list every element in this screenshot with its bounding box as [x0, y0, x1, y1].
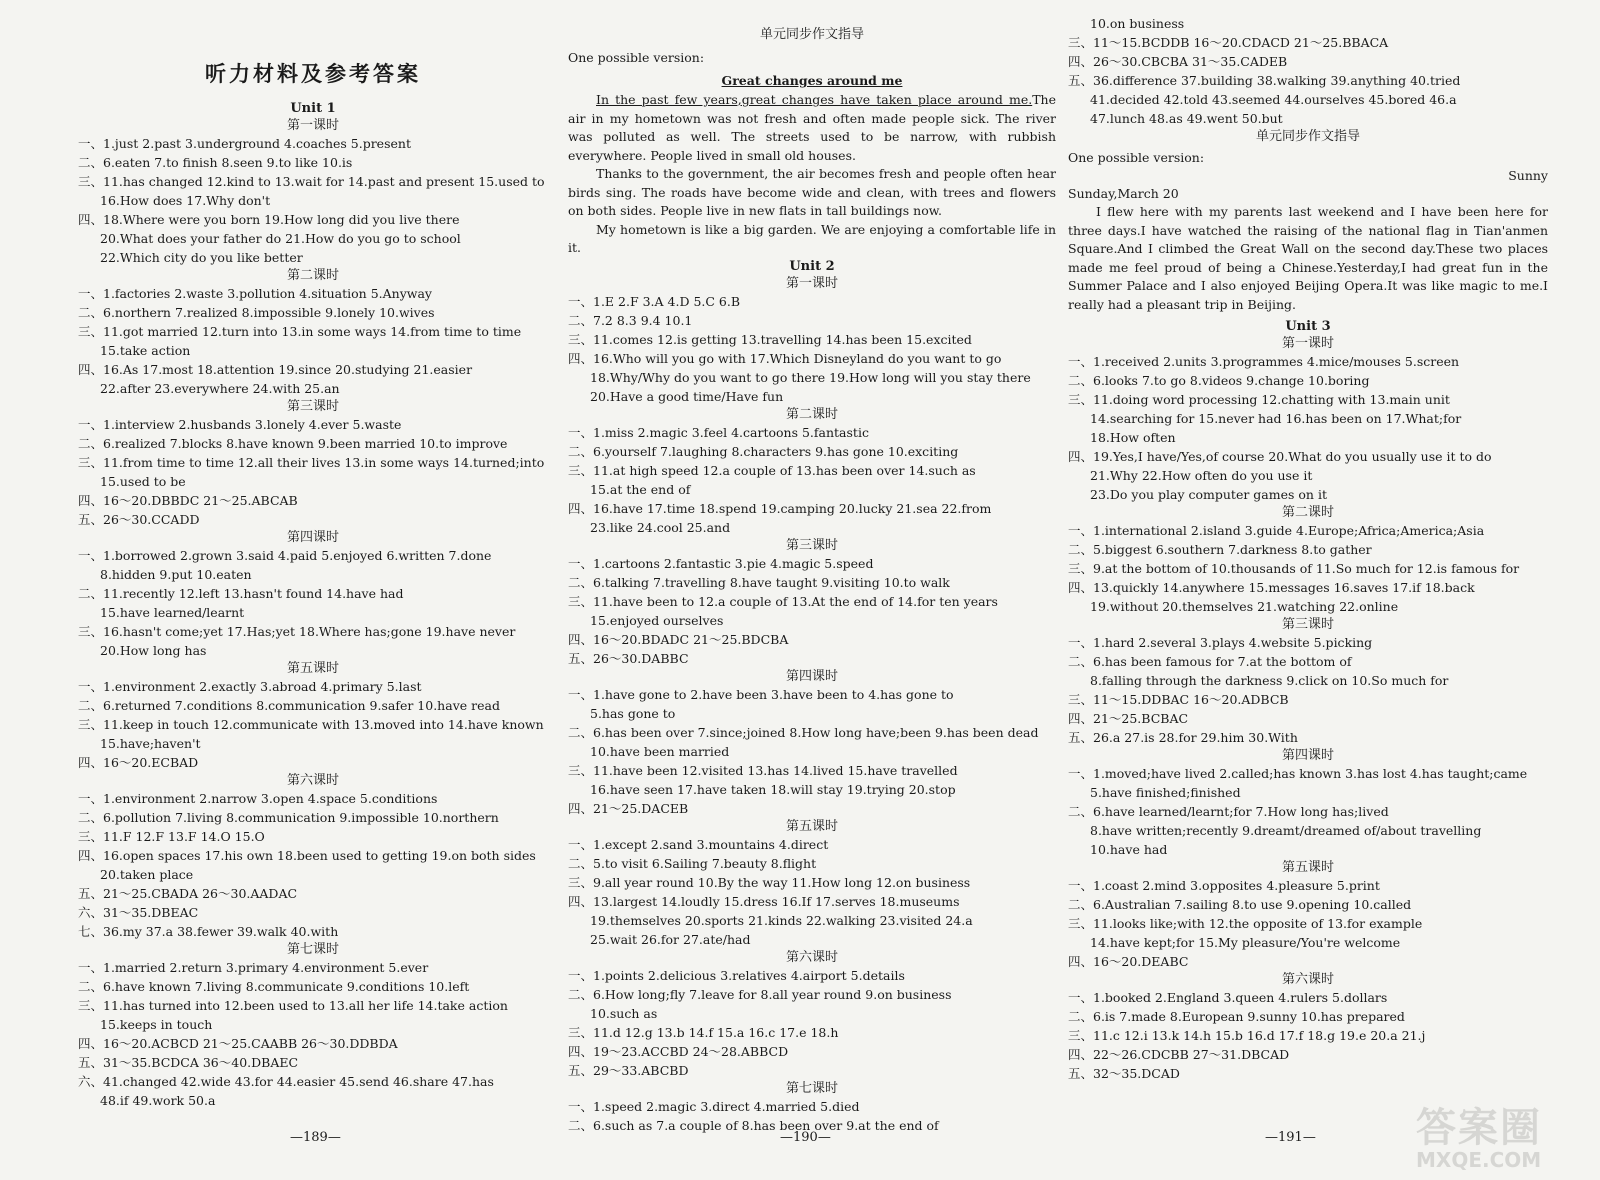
answer-line: 四、16.have 17.time 18.spend 19.camping 20.lucky 21.sea 22.from [568, 500, 992, 516]
answer-line: 10.have been married [590, 743, 730, 759]
page-number-191: —191— [1265, 1130, 1316, 1145]
column-page-189 [78, 14, 548, 1110]
answer-line: 二、7.2 8.3 9.4 10.1 [568, 312, 693, 328]
answer-line: 一、1.coast 2.mind 3.opposites 4.pleasure 5.print [1068, 878, 1380, 893]
answer-line: 七、36.my 37.a 38.fewer 39.walk 40.with [78, 924, 339, 939]
lesson-heading: 第四课时 [1281, 748, 1334, 763]
lesson-heading: 第七课时 [286, 942, 339, 957]
essay-date: Sunday,March 20 [1068, 186, 1179, 201]
answer-line: 三、11.have been to 12.a couple of 13.At the end of 14.for ten years [568, 593, 998, 609]
lesson-heading: 第五课时 [1281, 860, 1334, 875]
answer-line: 19.themselves 20.sports 21.kinds 22.walking 23.visited 24.a [590, 912, 973, 928]
answer-line: 41.decided 42.told 43.seemed 44.ourselves 45.bored 46.a [1090, 92, 1457, 107]
answer-line: 23.Do you play computer games on it [1090, 487, 1327, 502]
answer-line: 16.How does 17.Why don't [100, 193, 271, 208]
answer-line: 15.at the end of [590, 481, 691, 497]
answer-line: 一、1.moved;have lived 2.called;has known 3.has lost 4.has taught;came [1068, 766, 1528, 781]
answer-line: 五、32～35.DCAD [1068, 1066, 1180, 1081]
lesson-heading: 第四课时 [785, 668, 838, 684]
writing-guide-header-2: 单元同步作文指导 [1255, 129, 1360, 144]
answer-line: 22.after 23.everywhere 24.with 25.an [100, 381, 340, 396]
answer-line: 47.lunch 48.as 49.went 50.but [1090, 111, 1283, 126]
lesson-heading: 第五课时 [785, 818, 838, 834]
page-number-190: —190— [780, 1130, 831, 1145]
answer-line: 一、1.married 2.return 3.primary 4.environment 5.ever [78, 960, 429, 975]
page-title: 听力材料及参考答案 [205, 61, 421, 86]
lesson-heading: 第二课时 [1281, 505, 1334, 520]
lesson-heading: 第一课时 [785, 275, 838, 291]
answer-line: 三、9.all year round 10.By the way 11.How long 12.on business [568, 874, 971, 890]
answer-line: 三、11.has turned into 12.been used to 13.all her life 14.take action [78, 998, 508, 1013]
unit-heading: Unit 3 [1285, 319, 1331, 334]
answer-line: 48.if 49.work 50.a [100, 1093, 216, 1108]
answer-line: 四、21～25.DACEB [568, 800, 689, 816]
lesson-heading: 第六课时 [286, 773, 339, 788]
answer-line: 四、26～30.CBCBA 31～35.CADEB [1068, 54, 1288, 69]
answer-line: 20.Have a good time/Have fun [590, 388, 784, 404]
lesson-heading: 第六课时 [785, 949, 838, 965]
answer-line: 二、6.pollution 7.living 8.communication 9.impossible 10.northern [78, 810, 499, 825]
answer-line: 23.like 24.cool 25.and [590, 519, 731, 535]
answer-line: 二、6.have known 7.living 8.communicate 9.conditions 10.left [78, 979, 470, 994]
answer-line: 三、11.looks like;with 12.the opposite of 13.for example [1068, 916, 1423, 931]
answer-line: 15.used to be [100, 474, 186, 489]
lesson-heading: 第三课时 [785, 537, 838, 553]
answer-line: 五、26～30.CCADD [78, 512, 200, 527]
answer-line: 5.have finished;finished [1090, 785, 1241, 800]
answer-line: 二、6.yourself 7.laughing 8.characters 9.has gone 10.exciting [568, 443, 959, 459]
answer-line: 五、29～33.ABCBD [568, 1062, 689, 1078]
answer-line: 五、31～35.BCDCA 36～40.DBAEC [78, 1055, 299, 1070]
answer-line: 二、6.How long;fly 7.leave for 8.all year round 9.on business [568, 986, 952, 1002]
answer-line: 二、11.recently 12.left 13.hasn't found 14.have had [78, 586, 404, 601]
answer-line: 21.Why 22.How often do you use it [1090, 468, 1313, 483]
answer-line: 一、1.hard 2.several 3.plays 4.website 5.picking [1068, 635, 1373, 650]
answer-line: 四、16.As 17.most 18.attention 19.since 20.studying 21.easier [78, 362, 473, 377]
watermark-url: MXQE.COM [1416, 1148, 1542, 1172]
answer-line: 二、6.Australian 7.sailing 8.to use 9.opening 10.called [1068, 897, 1412, 912]
answer-line: 一、1.cartoons 2.fantastic 3.pie 4.magic 5.speed [568, 555, 874, 571]
unit-heading: Unit 2 [789, 258, 835, 274]
answer-line: 20.taken place [100, 867, 194, 882]
answer-line: 二、6.is 7.made 8.European 9.sunny 10.has prepared [1068, 1009, 1405, 1024]
lesson-heading: 第二课时 [286, 268, 339, 283]
answer-line: 20.How long has [100, 643, 207, 658]
answer-line: 一、1.except 2.sand 3.mountains 4.direct [568, 836, 829, 852]
column-page-191 [1068, 14, 1548, 1083]
watermark-text: 答案圈 [1416, 1105, 1542, 1151]
essay-paragraph-1 [568, 91, 1056, 165]
answer-line: 14.have kept;for 15.My pleasure/You're welcome [1090, 935, 1401, 950]
answer-line: 一、1.international 2.island 3.guide 4.Europe;Africa;America;Asia [1068, 523, 1485, 538]
answer-line: 四、16～20.ACBCD 21～25.CAABB 26～30.DDBDA [78, 1036, 398, 1051]
answer-line: 8.have written;recently 9.dreamt/dreamed of/about travelling [1090, 823, 1482, 838]
answer-line: 四、16.open spaces 17.his own 18.been used to getting 19.on both sides [78, 848, 536, 863]
essay-diary-paragraph: I flew here with my parents last weekend and I have been here for three days.I have watched the raising of the national flag in Tian'anmen Square.And I climbed the Great Wall on the second day.These two places made me feel proud of being a Chinese.Yesterday,I had great fun in the Summer Palace and I also enjoyed Beijing Opera.It was like magic to me.I really had a pleasant trip in Beijing. [1068, 204, 1548, 312]
answer-line: 三、11.have been 12.visited 13.has 14.lived 15.have travelled [568, 762, 958, 778]
answer-line: 三、11.at high speed 12.a couple of 13.has been over 14.such as [568, 462, 976, 478]
answer-line: 10.on business [1090, 16, 1185, 31]
answer-line: 8.falling through the darkness 9.click on 10.So much for [1090, 673, 1449, 688]
answer-line: 三、11.has changed 12.kind to 13.wait for 14.past and present 15.used to [78, 174, 545, 189]
answer-line: 二、6.realized 7.blocks 8.have known 9.been married 10.to improve [78, 436, 508, 451]
answer-line: 二、6.has been over 7.since;joined 8.How long have;been 9.has been dead [568, 724, 1039, 740]
answer-line: 三、11～15.BCDDB 16～20.CDACD 21～25.BBACA [1068, 35, 1389, 50]
answer-line: 二、6.talking 7.travelling 8.have taught 9.visiting 10.to walk [568, 574, 950, 590]
answer-line: 三、11.comes 12.is getting 13.travelling 14.has been 15.excited [568, 331, 972, 347]
answer-line: 14.searching for 15.never had 16.has been on 17.What;for [1090, 411, 1462, 426]
answer-line: 四、18.Where were you born 19.How long did you live there [78, 212, 460, 227]
answer-line: 三、9.at the bottom of 10.thousands of 11.So much for 12.is famous for [1068, 561, 1520, 576]
essay-version-label-2: One possible version: [1068, 150, 1205, 165]
lesson-heading: 第四课时 [286, 530, 339, 545]
answer-line: 四、19.Yes,I have/Yes,of course 20.What do you usually use it to do [1068, 449, 1492, 464]
answer-line: 二、6.eaten 7.to finish 8.seen 9.to like 10.is [78, 155, 353, 170]
answer-line: 三、11.F 12.F 13.F 14.O 15.O [78, 829, 265, 844]
answer-line: 二、5.to visit 6.Sailing 7.beauty 8.flight [568, 855, 817, 871]
lesson-heading: 第三课时 [286, 399, 339, 414]
answer-line: 5.has gone to [590, 705, 676, 721]
lesson-heading: 第六课时 [1281, 972, 1334, 987]
answer-line: 三、11.keep in touch 12.communicate with 13.moved into 14.have known [78, 717, 544, 732]
answer-line: 三、16.hasn't come;yet 17.Has;yet 18.Where has;gone 19.have never [78, 624, 516, 639]
answer-line: 10.have had [1090, 842, 1168, 857]
answer-line: 一、1.booked 2.England 3.queen 4.rulers 5.dollars [1068, 990, 1388, 1005]
answer-line: 20.What does your father do 21.How do you go to school [100, 231, 461, 246]
answer-line: 19.without 20.themselves 21.watching 22.online [1090, 599, 1399, 614]
answer-line: 二、6.have learned/learnt;for 7.How long has;lived [1068, 804, 1389, 819]
answer-line: 四、16～20.DEABC [1068, 954, 1189, 969]
answer-line: 一、1.speed 2.magic 3.direct 4.married 5.died [568, 1098, 860, 1114]
answer-line: 一、1.just 2.past 3.underground 4.coaches 5.present [78, 136, 411, 151]
answer-line: 四、19～23.ACCBD 24～28.ABBCD [568, 1043, 789, 1059]
answer-line: 四、13.largest 14.loudly 15.dress 16.If 17.serves 18.museums [568, 893, 960, 909]
answer-line: 一、1.miss 2.magic 3.feel 4.cartoons 5.fantastic [568, 424, 869, 440]
answer-line: 二、6.has been famous for 7.at the bottom of [1068, 654, 1352, 669]
column-page-190 [568, 14, 1056, 1135]
answer-line: 四、21～25.BCBAC [1068, 711, 1189, 726]
answer-line: 三、11～15.DDBAC 16～20.ADBCB [1068, 692, 1289, 707]
answer-line: 15.take action [100, 343, 191, 358]
answer-line: 一、1.borrowed 2.grown 3.said 4.paid 5.enjoyed 6.written 7.done [78, 548, 492, 563]
answer-line: 22.Which city do you like better [100, 250, 303, 265]
lesson-heading: 第五课时 [286, 661, 339, 676]
answer-line: 一、1.received 2.units 3.programmes 4.mice/mouses 5.screen [1068, 354, 1460, 369]
answer-line: 五、36.difference 37.building 38.walking 39.anything 40.tried [1068, 73, 1461, 88]
answer-line: 一、1.environment 2.narrow 3.open 4.space 5.conditions [78, 791, 438, 806]
answer-line: 10.such as [590, 1005, 658, 1021]
answer-line: 四、16～20.DBBDC 21～25.ABCAB [78, 493, 298, 508]
answer-line: 五、26～30.DABBC [568, 650, 689, 666]
watermark-logo [1416, 1106, 1566, 1170]
answer-line: 二、6.returned 7.conditions 8.communication 9.safer 10.have read [78, 698, 500, 713]
answer-line: 五、21～25.CBADA 26～30.AADAC [78, 886, 298, 901]
essay-weather: Sunny [1508, 168, 1548, 183]
answer-line: 二、6.such as 7.a couple of 8.has been over 9.at the end of [568, 1117, 939, 1133]
lesson-heading: 第二课时 [785, 406, 838, 422]
answer-line: 六、41.changed 42.wide 43.for 44.easier 45.send 46.share 47.has [78, 1074, 494, 1089]
answer-line: 三、11.got married 12.turn into 13.in some ways 14.from time to time [78, 324, 522, 339]
answer-line: 一、1.environment 2.exactly 3.abroad 4.primary 5.last [78, 679, 422, 694]
answer-line: 二、5.biggest 6.southern 7.darkness 8.to gather [1068, 542, 1372, 557]
answer-line: 四、16.Who will you go with 17.Which Disneyland do you want to go [568, 350, 1002, 366]
answer-list-unit2 [568, 258, 1056, 1135]
writing-guide-header: 单元同步作文指导 [759, 27, 864, 42]
essay-paragraph-1-rest: The air in my hometown was not fresh and often made people sick. The river was polluted as well. The streets used to be narrow, with rubbish everywhere. People lived in small old houses. [568, 92, 1056, 163]
answer-line: 16.have seen 17.have taken 18.will stay 19.trying 20.stop [590, 781, 956, 797]
essay-topic-sentence: In the past few years,great changes have taken place around me. [596, 92, 1033, 107]
answer-list-unit2-continued [1068, 14, 1548, 128]
page-number-189: —189— [290, 1130, 341, 1145]
answer-line: 一、1.factories 2.waste 3.pollution 4.situation 5.Anyway [78, 286, 432, 301]
answer-line: 六、31～35.DBEAC [78, 905, 199, 920]
answer-line: 15.enjoyed ourselves [590, 612, 724, 628]
essay-version-label: One possible version: [568, 50, 705, 65]
answer-line: 15.keeps in touch [100, 1017, 213, 1032]
answer-line: 18.How often [1090, 430, 1176, 445]
answer-line: 四、13.quickly 14.anywhere 15.messages 16.saves 17.if 18.back [1068, 580, 1475, 595]
answer-line: 18.Why/Why do you want to go there 19.How long will you stay there [590, 369, 1031, 385]
answer-list-unit3 [1068, 318, 1548, 1083]
answer-line: 一、1.E 2.F 3.A 4.D 5.C 6.B [568, 293, 741, 309]
answer-line: 一、1.points 2.delicious 3.relatives 4.airport 5.details [568, 967, 905, 983]
answer-line: 三、11.c 12.i 13.k 14.h 15.b 16.d 17.f 18.g 19.e 20.a 21.j [1068, 1028, 1426, 1043]
answer-line: 三、11.d 12.g 13.b 14.f 15.a 16.c 17.e 18.h [568, 1024, 839, 1040]
essay-paragraph-3: My hometown is like a big garden. We are enjoying a comfortable life in it. [568, 221, 1056, 255]
answer-line: 四、22～26.CDCBB 27～31.DBCAD [1068, 1047, 1290, 1062]
answer-line: 15.have learned/learnt [100, 605, 245, 620]
answer-list-unit1 [78, 100, 548, 1110]
answer-line: 8.hidden 9.put 10.eaten [100, 567, 252, 582]
unit-heading: Unit 1 [290, 101, 336, 116]
answer-line: 15.have;haven't [100, 736, 201, 751]
answer-line: 二、6.looks 7.to go 8.videos 9.change 10.boring [1068, 373, 1370, 388]
essay-paragraph-2: Thanks to the government, the air becomes fresh and people often hear birds sing. The roads have become wide and clean, with trees and flowers on both sides. People live in new flats in tall buildings now. [568, 166, 1056, 218]
answer-line: 五、26.a 27.is 28.for 29.him 30.With [1068, 730, 1298, 745]
answer-line: 二、6.northern 7.realized 8.impossible 9.lonely 10.wives [78, 305, 435, 320]
answer-line: 一、1.interview 2.husbands 3.lonely 4.ever 5.waste [78, 417, 402, 432]
lesson-heading: 第一课时 [286, 118, 339, 133]
lesson-heading: 第三课时 [1281, 617, 1334, 632]
essay-title: Great changes around me [721, 73, 903, 88]
lesson-heading: 第七课时 [785, 1080, 838, 1096]
answer-line: 25.wait 26.for 27.ate/had [590, 931, 751, 947]
answer-line: 三、11.from time to time 12.all their lives 13.in some ways 14.turned;into [78, 455, 545, 470]
lesson-heading: 第一课时 [1281, 336, 1334, 351]
answer-line: 一、1.have gone to 2.have been 3.have been to 4.has gone to [568, 686, 954, 702]
answer-line: 三、11.doing word processing 12.chatting with 13.main unit [1068, 392, 1450, 407]
answer-line: 四、16～20.BDADC 21～25.BDCBA [568, 631, 789, 647]
answer-line: 四、16～20.ECBAD [78, 755, 199, 770]
